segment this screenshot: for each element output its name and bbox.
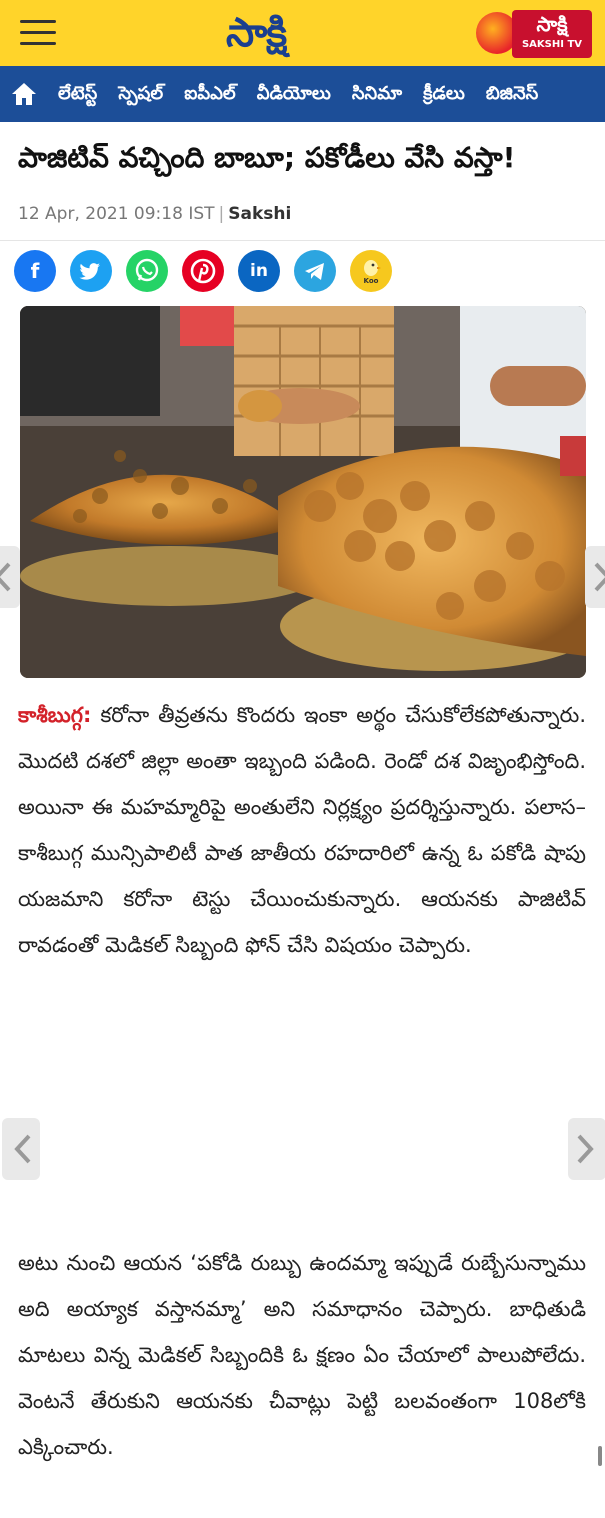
- twitter-icon[interactable]: [70, 250, 112, 292]
- home-icon[interactable]: [10, 80, 38, 108]
- dateline-place: కాశీబుగ్గ:: [18, 703, 92, 727]
- chevron-left-icon: [11, 1134, 31, 1164]
- prev-arrow[interactable]: [2, 1118, 40, 1180]
- article-author[interactable]: Sakshi: [228, 204, 292, 224]
- category-nav: [0, 66, 605, 122]
- nav-item-latest[interactable]: లేటెస్ట్: [58, 83, 98, 104]
- pakoda-stall-photo: [20, 306, 586, 678]
- divider: [0, 240, 605, 241]
- article-meta: [18, 202, 291, 226]
- chevron-right-icon: [577, 1134, 597, 1164]
- chevron-left-icon: [0, 562, 11, 592]
- pinterest-icon[interactable]: [182, 250, 224, 292]
- next-arrow-top[interactable]: [585, 546, 605, 608]
- nav-item-ipl[interactable]: ఐపీఎల్: [184, 83, 236, 104]
- top-header: [0, 0, 605, 66]
- article-title: పాజిటివ్ వచ్చింది బాబూ; పకోడీలు వేసి వస్తా!: [18, 141, 516, 174]
- article-image[interactable]: [20, 306, 586, 678]
- tv-logo-text: సాక్షి SAKSHI TV: [512, 10, 592, 58]
- sakshi-tv-logo[interactable]: [476, 10, 592, 58]
- nav-item-business[interactable]: బిజినెస్: [485, 83, 539, 104]
- next-arrow[interactable]: [568, 1118, 605, 1180]
- facebook-icon[interactable]: f: [14, 250, 56, 292]
- koo-icon[interactable]: [350, 250, 392, 292]
- nav-item-sports[interactable]: క్రీడలు: [423, 83, 465, 104]
- menu-icon[interactable]: [20, 20, 56, 46]
- article-paragraph-2: అటు నుంచి ఆయన ‘పకోడి రుబ్బు ఉందమ్మా ఇప్పుడే రుబ్బేసున్నాము అది అయ్యాక వస్తానమ్మా’ అని సమాధానం చెప్పారు. బాధితుడి మాటలు విన్న మెడికల్ సిబ్బందికి ఓ క్షణం ఏం చేయాలో పాలుపోలేదు. వెంటనే తేరుకుని ఆయనకు చీవాట్లు పెట్టి బలవంతంగా 108లోకి ఎక్కించారు.: [18, 1251, 586, 1459]
- site-logo[interactable]: సాక్షి: [226, 10, 287, 56]
- chevron-right-icon: [594, 562, 605, 592]
- telegram-icon[interactable]: [294, 250, 336, 292]
- nav-item-videos[interactable]: వీడియోలు: [256, 83, 331, 104]
- scrollbar-thumb[interactable]: [598, 1446, 602, 1466]
- linkedin-icon[interactable]: in: [238, 250, 280, 292]
- nav-items: [58, 66, 554, 122]
- nav-item-special[interactable]: స్పెషల్: [118, 83, 164, 104]
- koo-label: Koo: [363, 277, 379, 285]
- meta-separator: |: [218, 204, 225, 224]
- nav-item-cinema[interactable]: సినిమా: [351, 83, 403, 104]
- prev-arrow-top[interactable]: [0, 546, 20, 608]
- article-date: 12 Apr, 2021 09:18 IST: [18, 204, 215, 224]
- article-paragraph-1: [18, 692, 586, 968]
- whatsapp-icon[interactable]: [126, 250, 168, 292]
- paragraph-1-text: కరోనా తీవ్రతను కొందరు ఇంకా అర్థం చేసుకోలేకపోతున్నారు. మొదటి దశలో జిల్లా అంతా ఇబ్బంది పడింది. రెండో దశ విజృంభిస్తోంది. అయినా ఈ మహమ్మారిపై అంతులేని నిర్లక్ష్యం ప్రదర్శిస్తున్నారు. పలాస–కాశీబుగ్గ మున్సిపాలిటీ పాత జాతీయ రహదారిలో ఉన్న ఓ పకోడి షాపు యజమాని కరోనా టెస్టు చేయించుకున్నారు. ఆయనకు పాజిటివ్ రావడంతో మెడికల్ సిబ్బంది ఫోన్ చేసి విషయం చెప్పారు.: [18, 703, 586, 957]
